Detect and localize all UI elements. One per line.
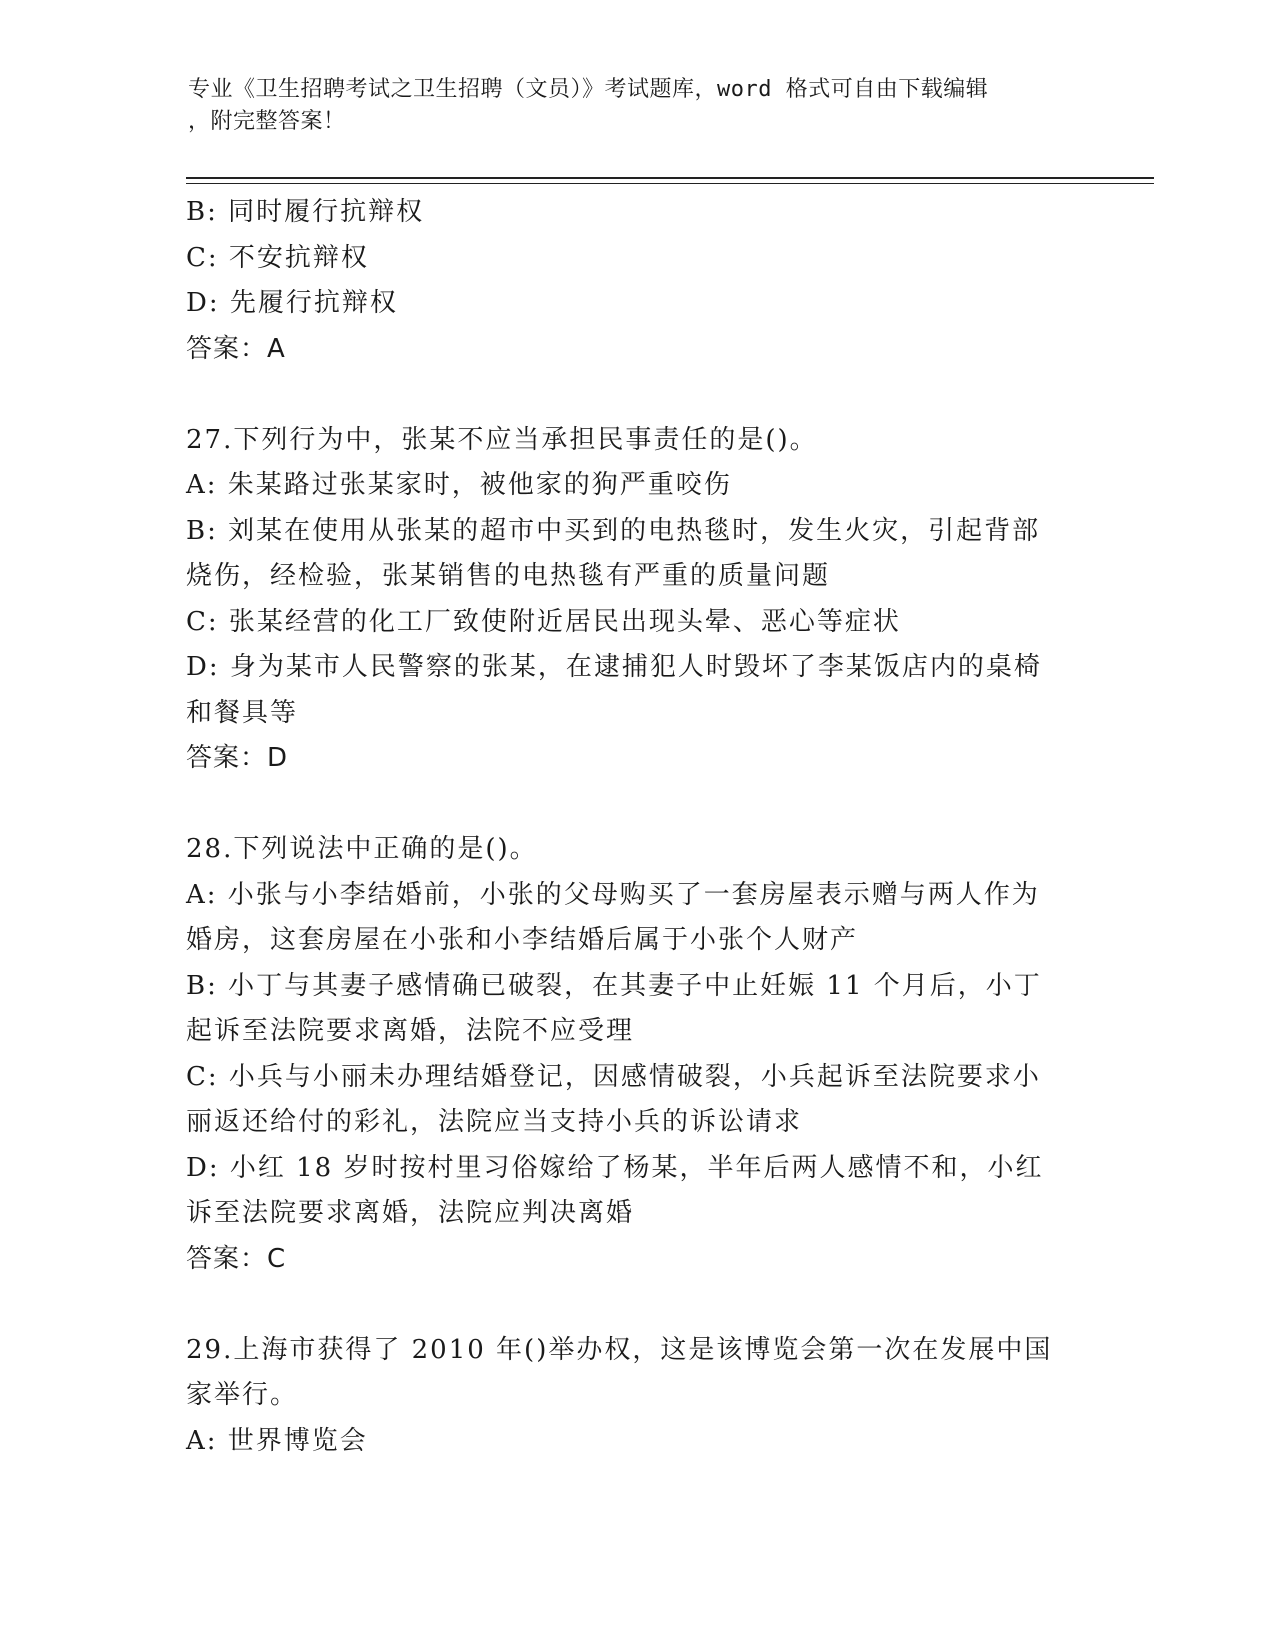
question-body bbox=[186, 190, 1076, 1464]
question-27 bbox=[186, 418, 1076, 782]
option-b: B: 刘某在使用从张某的超市中买到的电热毯时，发生火灾，引起背部 bbox=[186, 515, 1041, 546]
answer-line: 答案：A bbox=[186, 333, 286, 364]
header-line-1: 专业《卫生招聘考试之卫生招聘（文员）》考试题库，word 格式可自由下载编辑 bbox=[188, 77, 989, 102]
question-28 bbox=[186, 827, 1076, 1282]
spacer bbox=[186, 372, 1076, 418]
spacer bbox=[186, 1282, 1076, 1328]
option-b-continued: 烧伤，经检验，张某销售的电热毯有严重的质量问题 bbox=[186, 561, 831, 591]
option-a-continued: 婚房，这套房屋在小张和小李结婚后属于小张个人财产 bbox=[186, 925, 859, 955]
header-rule-thin bbox=[186, 183, 1154, 184]
option-b: B: 小丁与其妻子感情确已破裂，在其妻子中止妊娠 11 个月后，小丁 bbox=[186, 970, 1042, 1001]
answer-line: 答案：C bbox=[186, 1243, 287, 1274]
question-stem: 29.上海市获得了 2010 年()举办权，这是该博览会第一次在发展中国 bbox=[186, 1334, 1053, 1365]
option-a: A: 小张与小李结婚前，小张的父母购买了一套房屋表示赠与两人作为 bbox=[186, 879, 1040, 910]
question-stem: 27.下列行为中，张某不应当承担民事责任的是()。 bbox=[186, 424, 818, 455]
option-d: D: 先履行抗辩权 bbox=[186, 288, 398, 318]
option-b-continued: 起诉至法院要求离婚，法院不应受理 bbox=[186, 1016, 635, 1046]
previous-question-tail bbox=[186, 190, 1076, 372]
option-d: D: 身为某市人民警察的张某，在逮捕犯人时毁坏了李某饭店内的桌椅 bbox=[186, 652, 1042, 682]
answer-line: 答案：D bbox=[186, 743, 289, 773]
question-stem-continued: 家举行。 bbox=[186, 1380, 299, 1410]
option-c: C: 小兵与小丽未办理结婚登记，因感情破裂，小兵起诉至法院要求小 bbox=[186, 1061, 1041, 1092]
question-stem: 28.下列说法中正确的是()。 bbox=[186, 834, 538, 864]
option-d-continued: 诉至法院要求离婚，法院应判决离婚 bbox=[186, 1198, 635, 1228]
option-b: B: 同时履行抗辩权 bbox=[186, 197, 425, 227]
option-d: D: 小红 18 岁时按村里习俗嫁给了杨某，半年后两人感情不和，小红 bbox=[186, 1152, 1044, 1183]
option-c: C: 不安抗辩权 bbox=[186, 242, 369, 273]
option-a: A: 世界博览会 bbox=[186, 1425, 368, 1456]
spacer bbox=[186, 782, 1076, 828]
option-c-continued: 丽返还给付的彩礼，法院应当支持小兵的诉讼请求 bbox=[186, 1107, 803, 1137]
option-d-continued: 和餐具等 bbox=[186, 697, 299, 728]
option-a: A: 朱某路过张某家时，被他家的狗严重咬伤 bbox=[186, 470, 732, 500]
page-header bbox=[188, 74, 1088, 138]
option-c: C: 张某经营的化工厂致使附近居民出现头晕、恶心等症状 bbox=[186, 606, 901, 637]
header-line-2: ，附完整答案！ bbox=[188, 109, 346, 134]
question-29 bbox=[186, 1328, 1076, 1465]
header-rule-thick bbox=[186, 177, 1154, 179]
